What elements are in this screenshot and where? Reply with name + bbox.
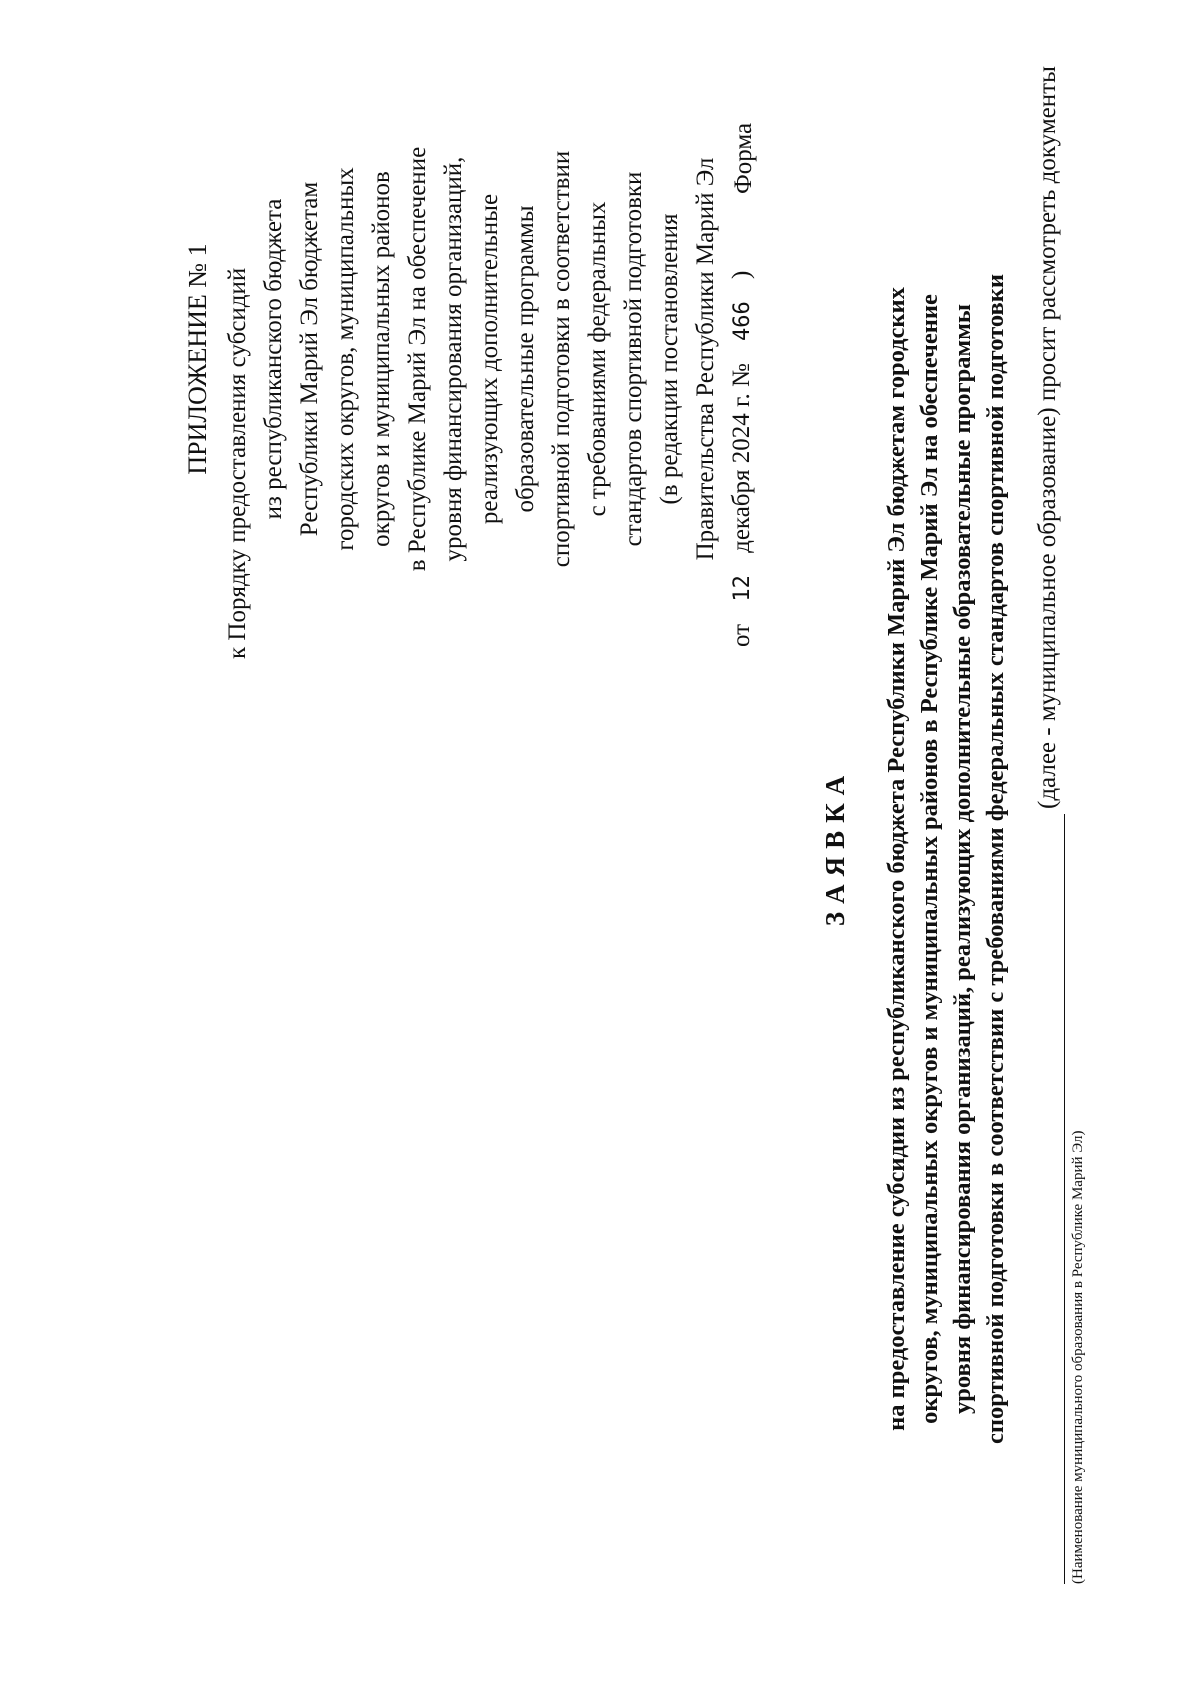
appendix-line: (в редакции постановления xyxy=(656,213,683,505)
applicant-name-caption: (Наименование муниципального образования в Республике Марий Эл) xyxy=(1070,1130,1086,1584)
applicant-name-blank xyxy=(1064,814,1065,1584)
appendix-header xyxy=(180,59,761,659)
appendix-line: к Порядку предоставления субсидий xyxy=(224,267,251,659)
appendix-line: реализующих дополнительные xyxy=(476,193,503,525)
appendix-line: округов и муниципальных районов xyxy=(368,171,395,547)
document-subtitle xyxy=(880,134,1012,1584)
decree-month-year: декабря 2024 г. № xyxy=(728,363,755,553)
subtitle-line: уровня финансирования организаций, реализующих дополнительные образовательные программы xyxy=(949,303,976,1415)
appendix-line: Правительства Республики Марий Эл xyxy=(692,157,719,561)
decree-close: ) xyxy=(728,270,755,279)
appendix-line: с требованиями федеральных xyxy=(584,201,611,517)
applicant-row xyxy=(1030,66,1090,1584)
appendix-line: уровня финансирования организаций, xyxy=(440,156,467,562)
document-title: ЗАЯВКА xyxy=(820,767,850,927)
appendix-line: Республики Марий Эл бюджетам xyxy=(296,181,323,537)
decree-day: 12 xyxy=(730,575,755,602)
appendix-line: спортивной подготовки в соответствии xyxy=(548,150,575,568)
subtitle-line: округов, муниципальных округов и муниципальных районов в Республике Марий Эл на обеспечение xyxy=(916,294,943,1424)
appendix-line: из республиканского бюджета xyxy=(260,198,287,520)
appendix-line: в Республике Марий Эл на обеспечение xyxy=(404,146,431,572)
decree-prefix: от xyxy=(728,623,755,647)
subtitle-line: спортивной подготовки в соответствии с требованиями федеральных стандартов спортивной подготовки xyxy=(982,274,1009,1444)
decree-number: 466 xyxy=(730,301,755,341)
appendix-title: ПРИЛОЖЕНИЕ № 1 xyxy=(183,243,212,475)
appendix-line: стандартов спортивной подготовки xyxy=(620,171,647,547)
applicant-request-text: (далее - муниципальное образование) просит рассмотреть документы xyxy=(1034,66,1061,809)
appendix-line: образовательные программы xyxy=(512,205,539,513)
subtitle-line: на предоставление субсидии из республиканского бюджета Республики Марий Эл бюджетам городских xyxy=(883,287,910,1431)
appendix-line: городских округов, муниципальных xyxy=(332,167,359,551)
form-label: Форма xyxy=(730,122,757,194)
